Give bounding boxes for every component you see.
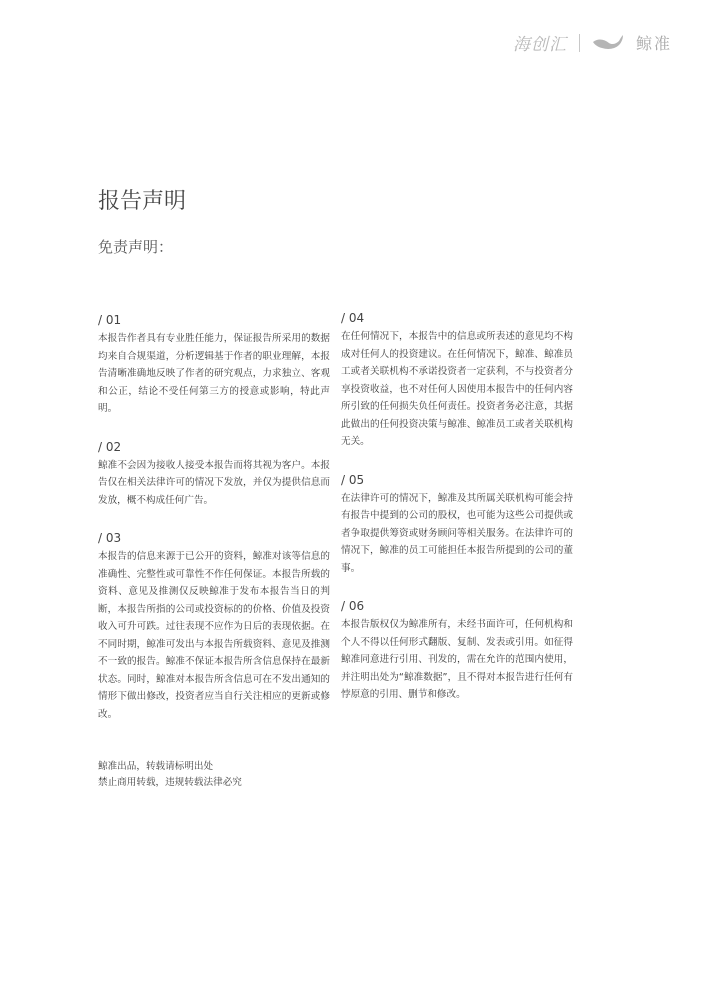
section-number: / 05 <box>341 472 365 487</box>
footer-notice <box>98 759 242 791</box>
right-column <box>341 311 573 726</box>
section-text: 在任何情况下，本报告中的信息或所表述的意见均不构成对任何人的投资建议。在任何情况下，鲸准、鲸准员工或者关联机构不承诺投资者一定获利，不与投资者分享投资收益，也不对任何人因使用本报告中的任何内容所引致的任何损失负任何责任。投资者务必注意，其据此做出的任何投资决策与鲸准、鲸准员工或者关联机构无关。 <box>341 331 573 447</box>
section-text: 本报告作者具有专业胜任能力，保证报告所采用的数据均来自合规渠道，分析逻辑基于作者的职业理解，本报告清晰准确地反映了作者的研究观点，力求独立、客观和公正，结论不受任何第三方的授意或影响，特此声明。 <box>98 333 330 414</box>
haichuanghui-logo: 海创汇 <box>512 35 567 55</box>
section-number: / 01 <box>98 313 122 327</box>
section-number: / 04 <box>341 311 365 325</box>
left-column <box>98 313 330 745</box>
footer-line-copyright: 禁止商用转载，违规转载法律必究 <box>98 777 242 788</box>
header <box>513 30 672 55</box>
jingzhun-logo-text: 鲸准 <box>635 34 672 53</box>
section-text: 鲸准不会因为接收人接受本报告而将其视为客户。本报告仅在相关法律许可的情况下发放，并仅为提供信息而发放，概不构成任何广告。 <box>98 459 330 506</box>
section-number: / 02 <box>98 439 122 454</box>
section-text: 本报告的信息来源于已公开的资料，鲸准对该等信息的准确性、完整性或可靠性不作任何保证。本报告所载的资料、意见及推测仅反映鲸准于发布本报告当日的判断，本报告所指的公司或投资标的的价格、价值及投资收入可升可跌。过往表现不应作为日后的表现依据。在不同时期，鲸准可发出与本报告所载资料、意见及推测不一致的报告。鲸准不保证本报告所含信息保持在最新状态。同时，鲸准对本报告所含信息可在不发出通知的情形下做出修改，投资者应当自行关注相应的更新或修改。 <box>98 551 330 720</box>
disclaimer-section-02 <box>98 440 330 510</box>
disclaimer-section-06 <box>341 599 573 704</box>
logo-divider <box>579 34 580 52</box>
page-title: 报告声明 <box>98 189 187 214</box>
disclaimer-section-04 <box>341 311 573 451</box>
section-text: 在法律许可的情况下，鲸准及其所属关联机构可能会持有报告中提到的公司的股权，也可能为这些公司提供或者争取提供筹资或财务顾问等相关服务。在法律许可的情况下，鲸准的员工可能担任本报告所提到的公司的董事。 <box>341 492 573 574</box>
section-number: / 06 <box>341 599 365 613</box>
whale-icon <box>592 34 624 52</box>
disclaimer-section-05 <box>341 473 573 578</box>
section-text: 本报告版权仅为鲸准所有，未经书面许可，任何机构和个人不得以任何形式翻版、复制、发表或引用。如征得鲸准同意进行引用、刊发的，需在允许的范围内使用，并注明出处为“鲸准数据”，且不得对本报告进行任何有悖原意的引用、删节和修改。 <box>341 619 573 700</box>
section-number: / 03 <box>98 531 122 545</box>
disclaimer-section-03 <box>98 531 330 723</box>
disclaimer-section-01 <box>98 313 330 418</box>
disclaimer-subtitle: 免责声明： <box>98 238 174 256</box>
footer-line-source: 鲸准出品，转载请标明出处 <box>98 761 214 772</box>
